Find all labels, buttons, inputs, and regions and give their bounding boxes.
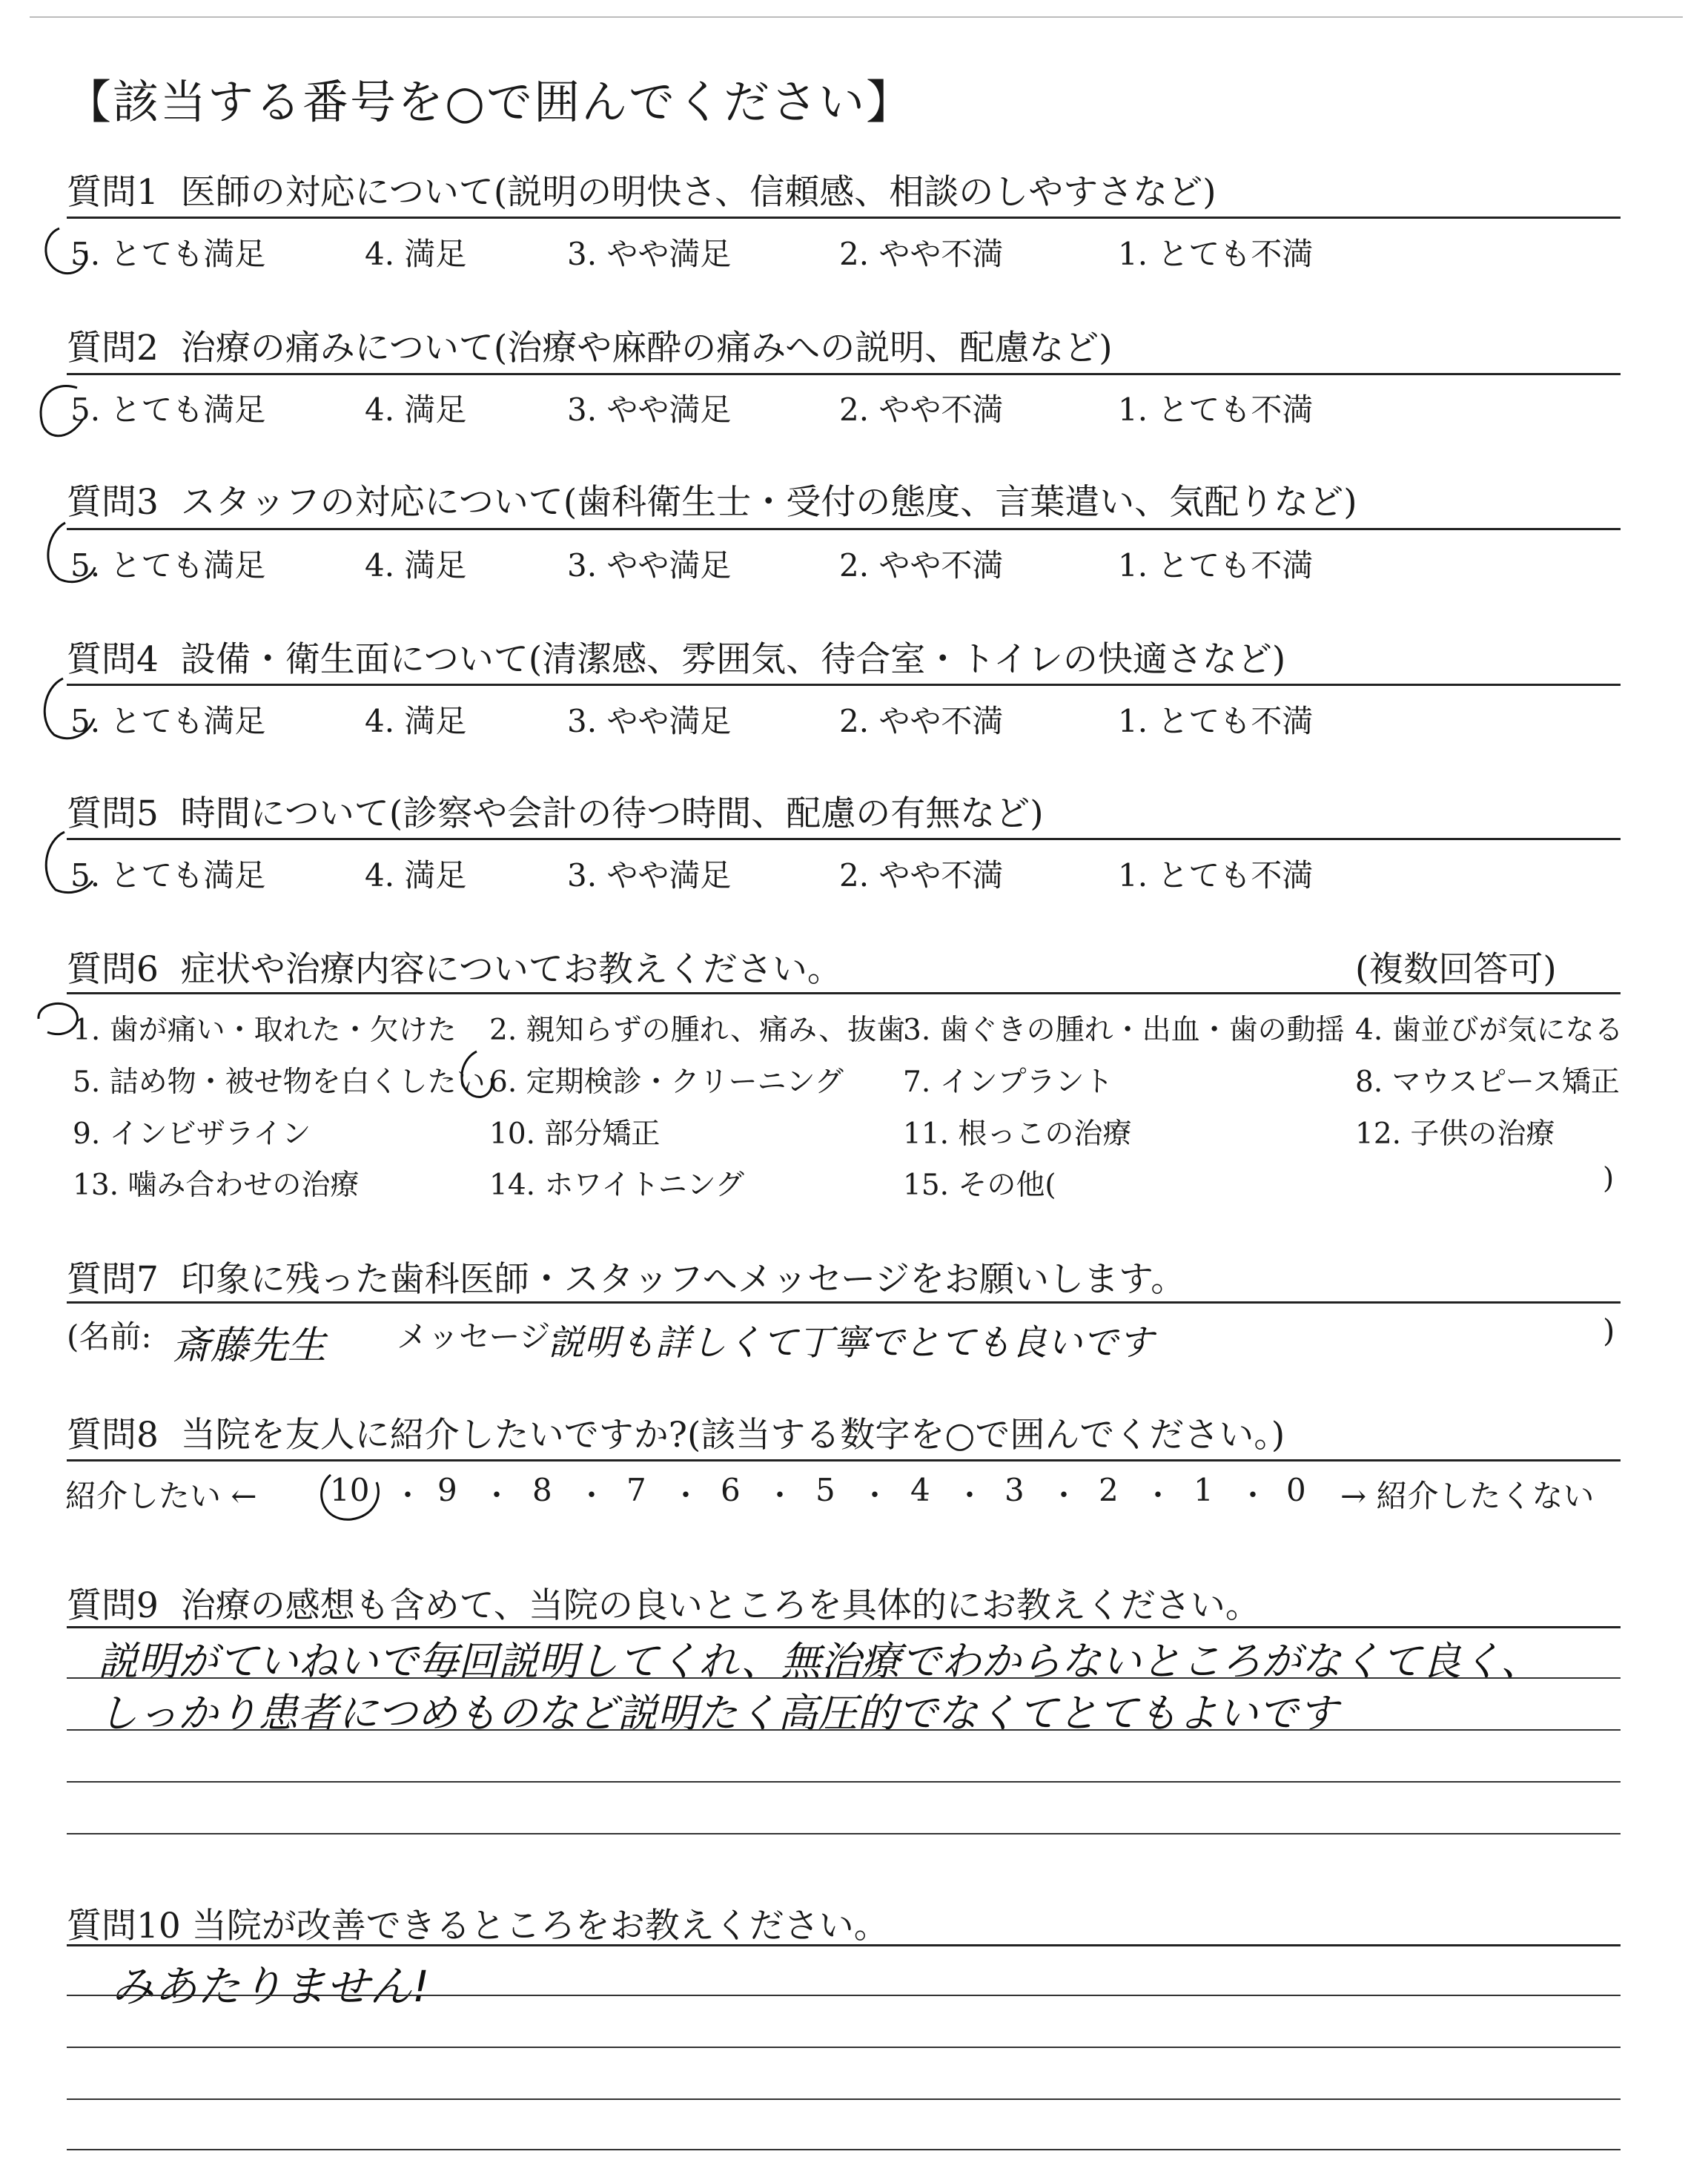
q7-close-paren: ) (1603, 1312, 1615, 1349)
divider (67, 1626, 1621, 1628)
question-5 (67, 786, 1044, 836)
divider (67, 373, 1621, 375)
question-8 (67, 1407, 1285, 1457)
q5-option-5[interactable]: 5. とても満足 (70, 857, 266, 894)
q2-selection-circle (31, 374, 98, 449)
q8-scale-4[interactable]: 4 (910, 1472, 930, 1508)
q6-option-11[interactable]: 11. 根っこの治療 (903, 1117, 1132, 1151)
answer-line (67, 2098, 1621, 2100)
q4-selection-circle (33, 671, 107, 745)
question-4 (67, 632, 1285, 681)
question-1 (67, 165, 1217, 214)
page-title: 【該当する番号を○で囲んでください】 (65, 75, 914, 129)
q4-option-3[interactable]: 3. やや満足 (567, 703, 732, 739)
q8-scale-3[interactable]: 3 (1004, 1472, 1025, 1508)
q6-other-close-paren: ) (1603, 1162, 1615, 1195)
question-7-text: 印象に残った歯科医師・スタッフへメッセージをお願いします。 (180, 1259, 1186, 1300)
question-6-label: 質問6 (67, 949, 159, 990)
q6-option-9[interactable]: 9. インビザライン (73, 1117, 311, 1151)
question-1-text: 医師の対応について(説明の明快さ、信頼感、相談のしやすさなど) (180, 172, 1217, 213)
q8-scale-10[interactable]: 10 (330, 1472, 370, 1508)
q6-option-4[interactable]: 4. 歯並びが気になる (1355, 1014, 1623, 1047)
question-6 (67, 942, 842, 991)
divider (67, 1459, 1621, 1462)
divider (67, 684, 1621, 686)
q6-option-8[interactable]: 8. マウスピース矯正 (1355, 1066, 1620, 1099)
answer-line (67, 1729, 1621, 1731)
q4-option-1[interactable]: 1. とても不満 (1118, 703, 1314, 739)
q8-dot: ・ (1238, 1479, 1268, 1513)
q6-option-5[interactable]: 5. 詰め物・被せ物を白くしたい (73, 1066, 486, 1099)
q5-selection-circle (33, 825, 107, 899)
q1-option-2[interactable]: 2. やや不満 (839, 236, 1004, 272)
q6-option-13[interactable]: 13. 噛み合わせの治療 (73, 1169, 360, 1202)
q4-option-2[interactable]: 2. やや不満 (839, 703, 1004, 739)
q6-option-14[interactable]: 14. ホワイトニング (489, 1169, 744, 1202)
q6-option-7[interactable]: 7. インプラント (903, 1066, 1113, 1099)
q1-option-5[interactable]: 5. とても満足 (70, 236, 266, 272)
q4-option-5[interactable]: 5. とても満足 (70, 703, 266, 739)
q8-dot: ・ (393, 1479, 423, 1513)
q7-name-handwritten[interactable]: 斎藤先生 (172, 1324, 327, 1368)
q7-message-label: メッセージ: (397, 1318, 561, 1355)
question-1-label: 質問1 (67, 172, 159, 213)
q1-option-4[interactable]: 4. 満足 (365, 236, 467, 272)
q8-dot: ・ (577, 1479, 606, 1513)
divider (67, 1944, 1621, 1946)
q3-option-2[interactable]: 2. やや不満 (839, 547, 1004, 584)
q8-scale-9[interactable]: 9 (437, 1472, 457, 1508)
answer-line (67, 1677, 1621, 1679)
q2-option-2[interactable]: 2. やや不満 (839, 392, 1004, 428)
question-2 (67, 320, 1113, 370)
q1-selection-circle (37, 221, 104, 280)
q8-scale-1[interactable]: 1 (1194, 1472, 1214, 1508)
q8-dot: ・ (1049, 1479, 1079, 1513)
divider (67, 528, 1621, 530)
q3-selection-circle (37, 515, 111, 589)
q3-option-1[interactable]: 1. とても不満 (1118, 547, 1314, 584)
q6-option-6[interactable]: 6. 定期検診・クリーニング (489, 1066, 844, 1099)
q3-option-4[interactable]: 4. 満足 (365, 547, 467, 584)
question-4-label: 質問4 (67, 639, 159, 680)
question-2-text: 治療の痛みについて(治療や麻酔の痛みへの説明、配慮など) (180, 328, 1113, 369)
answer-line (67, 2149, 1621, 2150)
question-3 (67, 475, 1357, 524)
q5-option-2[interactable]: 2. やや不満 (839, 857, 1004, 894)
q5-option-4[interactable]: 4. 満足 (365, 857, 467, 894)
question-6-note: (複数回答可) (1355, 949, 1557, 990)
q6-option-12[interactable]: 12. 子供の治療 (1355, 1117, 1555, 1151)
q1-option-3[interactable]: 3. やや満足 (567, 236, 732, 272)
q9-answer-line-2[interactable]: しっかり患者につめものなど説明たく高圧的でなくてとてもよいです (98, 1690, 1338, 1737)
question-10-text: 当院が改善できるところをお教えください。 (191, 1906, 889, 1946)
divider (67, 992, 1621, 994)
q6-option-1[interactable]: 1. 歯が痛い・取れた・欠けた (73, 1014, 457, 1047)
divider (67, 1301, 1621, 1304)
question-8-label: 質問8 (67, 1415, 159, 1456)
q2-option-3[interactable]: 3. やや満足 (567, 392, 732, 428)
question-7 (67, 1252, 1185, 1301)
question-2-label: 質問2 (67, 328, 159, 369)
q4-option-4[interactable]: 4. 満足 (365, 703, 467, 739)
scan-edge (30, 16, 1683, 18)
q9-answer-line-1[interactable]: 説明がていねいで毎回説明してくれ、無治療でわからないところがなくて良く、 (98, 1638, 1541, 1685)
q8-dot: ・ (955, 1479, 984, 1513)
question-3-label: 質問3 (67, 482, 159, 523)
question-7-label: 質問7 (67, 1259, 159, 1300)
q8-scale-7[interactable]: 7 (626, 1472, 646, 1508)
q8-dot: ・ (860, 1479, 890, 1513)
q10-answer-line-1[interactable]: みあたりません! (111, 1961, 430, 2012)
q5-option-1[interactable]: 1. とても不満 (1118, 857, 1314, 894)
answer-line (67, 1995, 1621, 1996)
q3-option-3[interactable]: 3. やや満足 (567, 547, 732, 584)
q8-left-label: 紹介したい ← (65, 1478, 257, 1514)
q8-scale-6[interactable]: 6 (721, 1472, 741, 1508)
q8-dot: ・ (765, 1479, 795, 1513)
answer-line (67, 1833, 1621, 1834)
q7-message-handwritten[interactable]: 説明も詳しくて丁寧でとても良いです (549, 1322, 1154, 1364)
q8-dot: ・ (482, 1479, 512, 1513)
q8-selection-circle (310, 1464, 399, 1531)
answer-line (67, 2047, 1621, 2048)
divider (67, 838, 1621, 840)
divider (67, 217, 1621, 219)
q8-scale-2[interactable]: 2 (1099, 1472, 1119, 1508)
q1-option-1[interactable]: 1. とても不満 (1118, 236, 1314, 272)
answer-line (67, 1781, 1621, 1783)
q2-option-1[interactable]: 1. とても不満 (1118, 392, 1314, 428)
q6-option-3[interactable]: 3. 歯ぐきの腫れ・出血・歯の動揺 (903, 1014, 1345, 1047)
q6-option-15[interactable]: 15. その他( (903, 1169, 1056, 1202)
q3-option-5[interactable]: 5. とても満足 (70, 547, 266, 584)
q8-scale-0[interactable]: 0 (1286, 1472, 1306, 1508)
q8-right-label: → 紹介したくない (1340, 1478, 1595, 1514)
q6-selection-circle-6 (448, 1046, 515, 1105)
question-8-text: 当院を友人に紹介したいですか?(該当する数字を○で囲んでください。) (180, 1415, 1285, 1456)
question-9-label: 質問9 (67, 1585, 159, 1626)
question-9-text: 治療の感想も含めて、当院の良いところを具体的にお教えください。 (180, 1585, 1260, 1626)
q6-selection-circle-1 (30, 994, 96, 1053)
q8-scale-5[interactable]: 5 (815, 1472, 835, 1508)
question-9 (67, 1578, 1260, 1628)
q2-option-5[interactable]: 5. とても満足 (70, 392, 266, 428)
q6-option-2[interactable]: 2. 親知らずの腫れ、痛み、抜歯 (489, 1014, 906, 1047)
question-10-label: 質問10 (67, 1906, 181, 1946)
q7-name-label: (名前: (67, 1318, 152, 1355)
question-10 (67, 1898, 889, 1948)
q8-scale-8[interactable]: 8 (532, 1472, 552, 1508)
q6-option-10[interactable]: 10. 部分矯正 (489, 1117, 661, 1151)
question-6-text: 症状や治療内容についてお教えください。 (180, 949, 842, 990)
q2-option-4[interactable]: 4. 満足 (365, 392, 467, 428)
q8-dot: ・ (1143, 1479, 1173, 1513)
q5-option-3[interactable]: 3. やや満足 (567, 857, 732, 894)
question-5-text: 時間について(診察や会計の待つ時間、配慮の有無など) (180, 793, 1044, 834)
question-5-label: 質問5 (67, 793, 159, 834)
question-4-text: 設備・衛生面について(清潔感、雰囲気、待合室・トイレの快適さなど) (180, 639, 1286, 680)
q8-dot: ・ (671, 1479, 701, 1513)
question-3-text: スタッフの対応について(歯科衛生士・受付の態度、言葉遣い、気配りなど) (180, 482, 1357, 523)
